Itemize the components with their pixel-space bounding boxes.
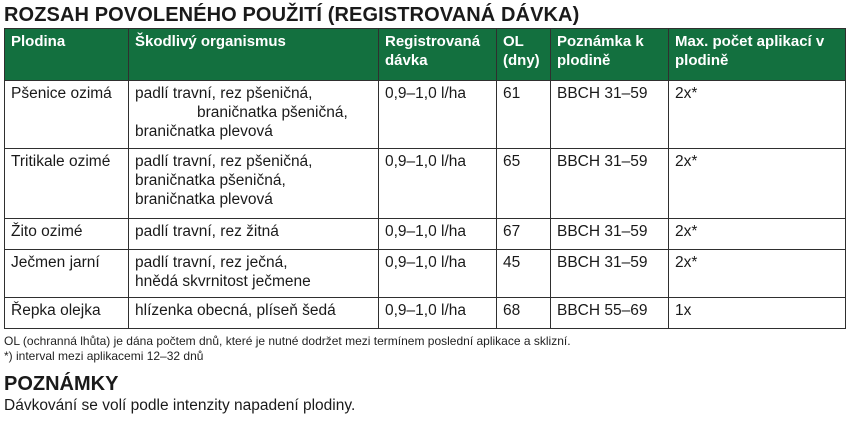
cell-ol: 61 <box>497 81 551 149</box>
cell-note: BBCH 31–59 <box>551 250 669 298</box>
cell-ol: 65 <box>497 149 551 219</box>
table-row <box>5 298 846 329</box>
cell-max-applications: 2x* <box>669 250 846 298</box>
cell-dose: 0,9–1,0 l/ha <box>379 250 497 298</box>
cell-crop: Pšenice ozimá <box>5 81 129 149</box>
table-header-row <box>5 29 846 81</box>
header-ol: OL (dny) <box>497 29 551 81</box>
header-crop: Plodina <box>5 29 129 81</box>
registration-table <box>4 28 846 329</box>
organism-line: padlí travní, rez ječná, <box>135 254 288 271</box>
cell-note: BBCH 55–69 <box>551 298 669 329</box>
cell-ol: 68 <box>497 298 551 329</box>
footnote-ol: OL (ochranná lhůta) je dána počtem dnů, které je nutné dodržet mezi termínem poslední aplikace a sklizní. <box>4 334 571 348</box>
cell-dose: 0,9–1,0 l/ha <box>379 81 497 149</box>
cell-organism <box>129 81 379 149</box>
cell-note: BBCH 31–59 <box>551 149 669 219</box>
cell-organism <box>129 298 379 329</box>
organism-line: hnědá skvrnitost ječmene <box>135 273 311 290</box>
organism-line: braničnatka pšeničná, <box>135 172 286 189</box>
header-organism: Škodlivý organismus <box>129 29 379 81</box>
footnote-interval: *) interval mezi aplikacemi 12–32 dnů <box>4 349 204 363</box>
organism-line: braničnatka plevová <box>135 191 273 208</box>
cell-organism <box>129 149 379 219</box>
cell-ol: 67 <box>497 219 551 250</box>
footnotes <box>4 334 847 364</box>
cell-max-applications: 2x* <box>669 149 846 219</box>
organism-line: braničnatka pšeničná, <box>197 104 348 121</box>
organism-line: hlízenka obecná, plíseň šedá <box>135 302 336 319</box>
cell-max-applications: 2x* <box>669 219 846 250</box>
organism-line: padlí travní, rez pšeničná, <box>135 153 313 170</box>
header-max-applications: Max. počet aplikací v plodině <box>669 29 846 81</box>
section-title: ROZSAH POVOLENÉHO POUŽITÍ (REGISTROVANÁ DÁVKA) <box>4 4 580 26</box>
cell-crop: Žito ozimé <box>5 219 129 250</box>
table-row <box>5 250 846 298</box>
organism-line: padlí travní, rez žitná <box>135 223 279 240</box>
table-row <box>5 149 846 219</box>
cell-dose: 0,9–1,0 l/ha <box>379 149 497 219</box>
table-row <box>5 219 846 250</box>
cell-max-applications: 2x* <box>669 81 846 149</box>
cell-dose: 0,9–1,0 l/ha <box>379 219 497 250</box>
cell-organism <box>129 250 379 298</box>
cell-max-applications: 1x <box>669 298 846 329</box>
cell-note: BBCH 31–59 <box>551 81 669 149</box>
organism-line: braničnatka plevová <box>135 123 273 140</box>
notes-title: POZNÁMKY <box>4 373 119 395</box>
header-note: Poznámka k plodině <box>551 29 669 81</box>
header-dose: Registrovaná dávka <box>379 29 497 81</box>
cell-crop: Řepka olejka <box>5 298 129 329</box>
cell-dose: 0,9–1,0 l/ha <box>379 298 497 329</box>
cell-note: BBCH 31–59 <box>551 219 669 250</box>
document-page <box>4 0 847 415</box>
table-row <box>5 81 846 149</box>
cell-ol: 45 <box>497 250 551 298</box>
notes-text: Dávkování se volí podle intenzity napadení plodiny. <box>4 397 356 414</box>
cell-crop: Ječmen jarní <box>5 250 129 298</box>
cell-organism <box>129 219 379 250</box>
cell-crop: Tritikale ozimé <box>5 149 129 219</box>
organism-line: padlí travní, rez pšeničná, <box>135 85 313 102</box>
